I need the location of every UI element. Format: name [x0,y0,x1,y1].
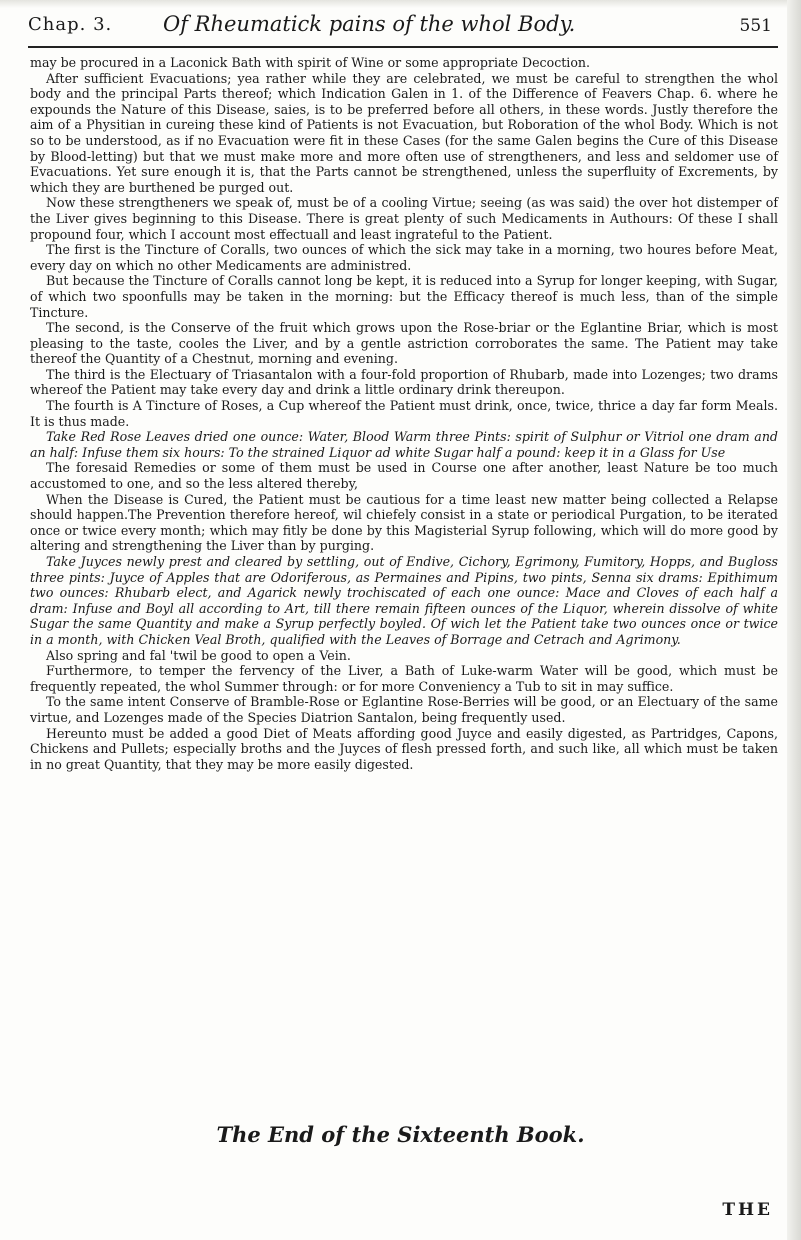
recipe-paragraph: Take Juyces newly prest and cleared by settling, out of Endive, Cichory, Egrimony, Fumitory, Hopps, and Bugloss three pints: Juyce of Apples that are Odoriferous, as Permaines and Pipins, two pints, Senna six drams: Epithimum two ounces: Rhubarb elect, and Agarick newly trochiscated of each one ounce: Mace and Cloves of each half a dram: Infuse and Boyl all according to Art, till there remain fifteen ounces of the Liquor, wherein dissolve of white Sugar the same Quantity and make a Syrup perfectly boyled. Of wich let the Patient take two ounces once or twice in a month, with Chicken Veal Broth, qualified with the Leaves of Borrage and Cetrach and Agrimony. [30,554,778,647]
running-title: Of Rheumatick pains of the whol Body. [163,12,576,36]
paragraph: may be procured in a Laconick Bath with spirit of Wine or some appropriate Decoction. [30,55,591,70]
running-head [28,12,778,48]
catchword: THE [722,1200,773,1220]
paragraph: Furthermore, to temper the fervency of the Liver, a Bath of Luke-warm Water will be good, which must be frequently repeated, the whol Summer through: or for more Conveniency a Tub to sit in may suffice. [30,663,778,694]
paragraph: Also spring and fal 'twil be good to open a Vein. [46,647,351,663]
page-number: 551 [739,16,772,36]
page-top-shadow [0,0,801,8]
paragraph: When the Disease is Cured, the Patient must be cautious for a time least new matter being collected a Relapse should happen.The Prevention therefore hereof, wil chiefely consist in a state or periodical Purgation, to be iterated once or twice every month; which may fitly be done by this Magisterial Syrup following, which will do more good by altering and strengthening the Liver than by purging. [30,491,778,554]
paragraph: The second, is the Conserve of the fruit which grows upon the Rose-briar or the Eglantine Briar, which is most pleasing to the taste, cooles the Liver, and by a gentle astriction corroborates the same. The Patient may take thereof the Quantity of a Chestnut, morning and evening. [30,320,778,367]
recipe-paragraph: Take Red Rose Leaves dried one ounce: Water, Blood Warm three Pints: spirit of Sulphur or Vitriol one dram and an half: Infuse them six hours: To the strained Liquor ad white Sugar half a pound: keep it in a Glass for Use [30,429,778,460]
chapter-label: Chap. 3. [28,14,113,35]
paragraph: The foresaid Remedies or some of them must be used in Course one after another, least Nature be too much accustomed to one, and so the less altered thereby, [30,460,778,492]
paragraph: The first is the Tincture of Coralls, two ounces of which the sick may take in a morning, two houres before Meat, every day on which no other Medicaments are administred. [30,242,778,273]
paragraph: Hereunto must be added a good Diet of Meats affording good Juyce and easily digested, as Partridges, Capons, Chickens and Pullets; especially broths and the Juyces of flesh pressed forth, and such like, all which must be taken in no great Quantity, that they may be more easily digested. [30,725,778,772]
paragraph: Now these strengtheners we speak of, must be of a cooling Virtue; seeing (as was said) the over hot distemper of the Liver gives beginning to this Disease. There is great plenty of such Medicaments in Authours: Of these I shall propound four, which I account most effectuall and least ingrateful to the Patient. [30,195,778,242]
paragraph: But because the Tincture of Coralls cannot long be kept, it is reduced into a Syrup for longer keeping, with Sugar, of which two spoonfulls may be taken in the morning: but the Efficacy thereof is much less, than of the simple Tincture. [30,273,778,320]
paragraph: The fourth is A Tincture of Roses, a Cup whereof the Patient must drink, once, twice, thrice a day far form Meals. It is thus made. [30,398,778,429]
book-end-line: The End of the Sixteenth Book. [216,1122,585,1147]
paragraph: To the same intent Conserve of Bramble-Rose or Eglantine Rose-Berries will be good, or an Electuary of the same virtue, and Lozenges made of the Species Diatrion Santalon, being frequently used. [30,694,778,725]
body-text [30,55,778,772]
paragraph: After sufficient Evacuations; yea rather while they are celebrated, we must be careful to strengthen the whol body and the principal Parts thereof; which Indication Galen in 1. of the Difference of Feavers Chap. 6. where he expounds the Nature of this Disease, saies, is to be preferred before all others, in these words. Justly therefore the aim of a Physitian in cureing these kind of Patients is not Evacuation, but Roboration of the whol Body. Which is not so to be understood, as if no Evacuation were fit in these Cases (for the same Galen begins the Cure of this Disease by Blood-letting) but that we must make more and more often use of strengtheners, and less and seldomer use of Evacuations. Yet sure enough it is, that the Parts cannot be strengthened, unless the superfluity of Excrements, by which they are burthened be purged out. [30,70,778,195]
page-edge-shadow [787,0,801,1240]
paragraph: The third is the Electuary of Triasantalon with a four-fold proportion of Rhubarb, made into Lozenges; two drams whereof the Patient may take every day and drink a little ordinary drink thereupon. [30,366,778,398]
